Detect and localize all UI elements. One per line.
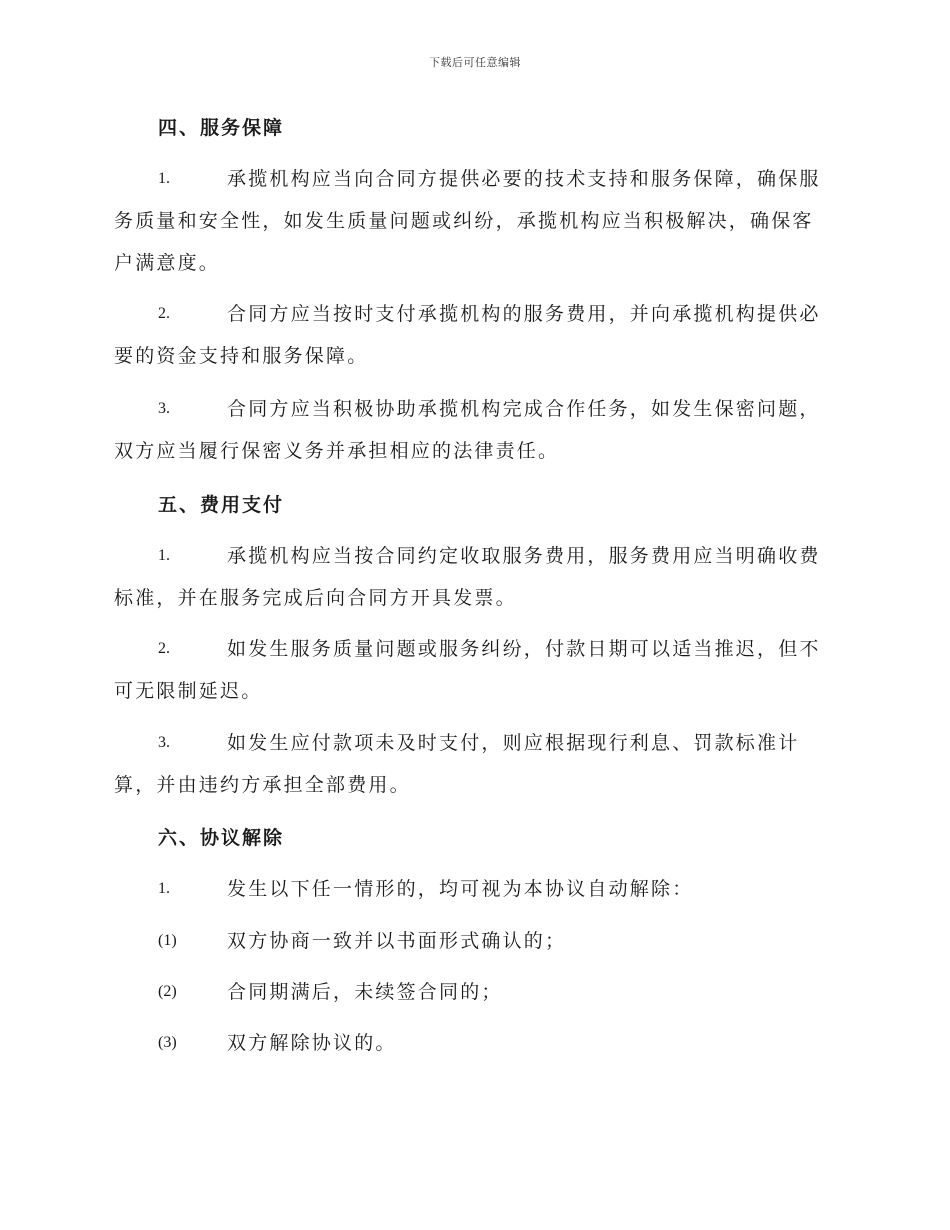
paragraph-line: 合同方应当按时支付承揽机构的服务费用，并向承揽机构提供必 — [227, 303, 821, 325]
paragraph-line: 承揽机构应当向合同方提供必要的技术支持和服务保障，确保服 — [227, 168, 821, 190]
paragraph — [114, 628, 834, 712]
section-heading-service-guarantee: 四、服务保障 — [158, 117, 285, 139]
paragraph-line: 如发生应付款项未及时支付，则应根据现行利息、罚款标准计 — [227, 732, 800, 754]
paragraph-line: 算，并由违约方承担全部费用。 — [114, 774, 411, 796]
paragraph-line: 合同方应当积极协助承揽机构完成合作任务，如发生保密问题， — [227, 398, 821, 420]
list-item-text: 双方协商一致并以书面形式确认的； — [227, 930, 567, 952]
paragraph-number: 1. — [158, 547, 170, 564]
list-item — [114, 1022, 397, 1064]
list-item-number: (2) — [158, 983, 177, 1000]
paragraph-line: 可无限制延迟。 — [114, 680, 263, 702]
paragraph — [114, 293, 834, 377]
list-item-text: 双方解除协议的。 — [227, 1032, 397, 1054]
paragraph-line: 发生以下任一情形的，均可视为本协议自动解除： — [227, 878, 694, 900]
list-item — [114, 971, 503, 1013]
paragraph-number: 2. — [158, 305, 170, 322]
paragraph-number: 1. — [158, 170, 170, 187]
paragraph-number: 1. — [158, 880, 170, 897]
paragraph-line: 标准，并在服务完成后向合同方开具发票。 — [114, 587, 517, 609]
paragraph — [114, 158, 834, 284]
list-item-number: (1) — [158, 932, 177, 949]
list-item-text: 合同期满后，未续签合同的； — [227, 981, 503, 1003]
paragraph-line: 务质量和安全性，如发生质量问题或纠纷，承揽机构应当积极解决，确保客 — [114, 210, 814, 232]
paragraph — [114, 722, 834, 806]
paragraph-number: 2. — [158, 640, 170, 657]
paragraph-line: 要的资金支持和服务保障。 — [114, 345, 369, 367]
paragraph-line: 双方应当履行保密义务并承担相应的法律责任。 — [114, 440, 560, 462]
paragraph-line: 承揽机构应当按合同约定收取服务费用，服务费用应当明确收费 — [227, 545, 821, 567]
paragraph-number: 3. — [158, 400, 170, 417]
list-item-number: (3) — [158, 1034, 177, 1051]
paragraph-line: 如发生服务质量问题或服务纠纷，付款日期可以适当推迟，但不 — [227, 638, 821, 660]
paragraph — [114, 535, 834, 619]
list-item — [114, 920, 566, 962]
paragraph-number: 3. — [158, 734, 170, 751]
page-header-note: 下载后可任意编辑 — [429, 56, 521, 69]
section-heading-agreement-termination: 六、协议解除 — [158, 827, 285, 849]
paragraph-line: 户满意度。 — [114, 252, 221, 274]
section-heading-fee-payment: 五、费用支付 — [158, 494, 285, 516]
paragraph — [114, 868, 834, 910]
paragraph — [114, 388, 834, 472]
